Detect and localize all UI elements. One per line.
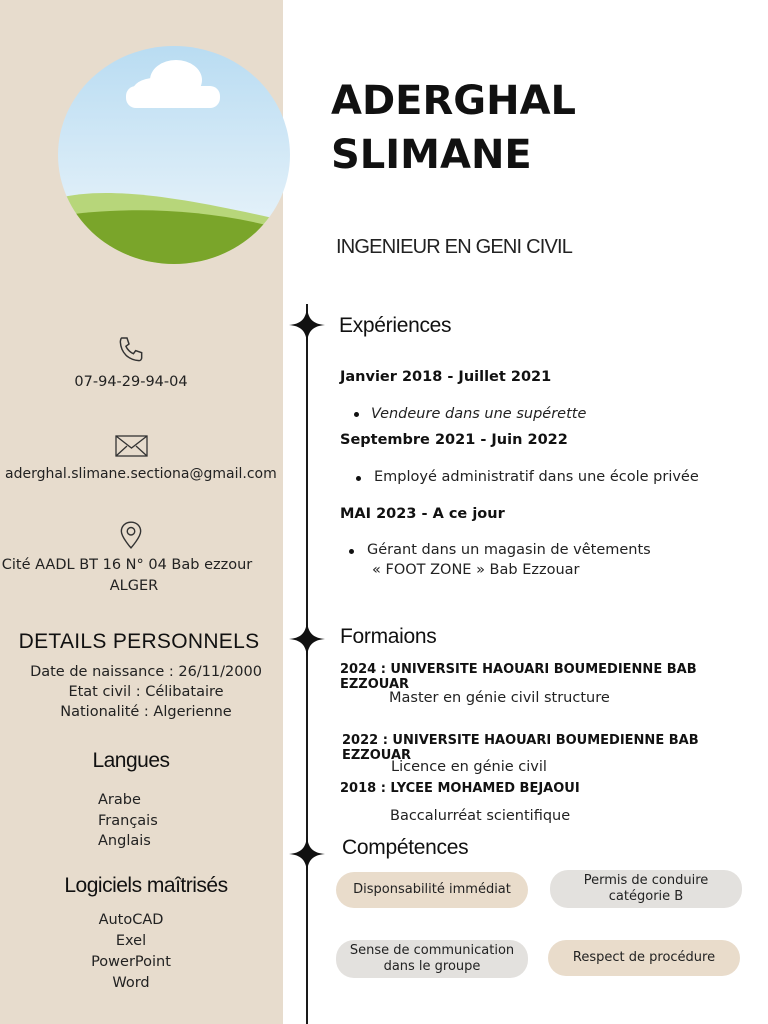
landscape-illustration [58,46,290,264]
experience-detail: Vendeure dans une supérette [371,406,587,422]
skill-label: Disponsabilité immédiat [353,882,511,897]
address-line-2: ALGER [109,578,159,594]
education-detail: Master en génie civil structure [389,690,610,706]
email-address: aderghal.slimane.sectiona@gmail.com [5,466,277,482]
language-item: Arabe [98,792,141,808]
location-pin-icon [118,520,144,550]
address-line-1: Cité AADL BT 16 N° 04 Bab ezzour [1,557,253,573]
skill-pill [336,940,528,978]
software-title: Logiciels maîtrisés [64,874,228,897]
star-marker-icon [289,307,325,343]
experience-period: Janvier 2018 - Juillet 2021 [340,369,552,385]
bullet-icon [349,549,354,554]
skill-label: Respect de procédure [572,950,716,965]
details-civil: Etat civil : Célibataire [68,684,224,700]
education-title: Formaions [340,625,437,648]
education-heading: 2022 : UNIVERSITE HAOUARI BOUMEDIENNE BAB EZZOUAR [342,733,699,763]
experience-period: Septembre 2021 - Juin 2022 [340,432,568,448]
software-item: AutoCAD [98,912,164,928]
experience-detail-2: « FOOT ZONE » Bab Ezzouar [372,562,580,578]
language-item: Anglais [98,833,151,849]
timeline-line [306,304,308,1024]
phone-icon [115,334,147,366]
star-marker-icon [289,836,325,872]
software-item: PowerPoint [91,954,171,970]
experience-detail: Gérant dans un magasin de vêtements [367,542,651,558]
education-heading: 2018 : LYCEE MOHAMED BEJAOUI [340,781,580,796]
software-item: Word [112,975,150,991]
name-line-1: ADERGHAL [331,78,577,124]
details-nationality: Nationalité : Algerienne [60,704,232,720]
email-icon [115,434,148,458]
bullet-icon [356,476,361,481]
skill-pill [548,940,740,976]
name-line-2: SLIMANE [331,132,532,178]
languages-title: Langues [92,749,170,772]
skill-label: Sense de communication dans le groupe [349,943,515,974]
experience-title: Expériences [339,314,452,337]
experience-period: MAI 2023 - A ce jour [340,506,505,522]
bullet-icon [354,412,359,417]
software-item: Exel [115,933,147,949]
star-marker-icon [289,621,325,657]
details-title: DETAILS PERSONNELS [18,630,260,653]
language-item: Français [98,813,158,829]
profile-photo [58,46,290,264]
details-birth: Date de naissance : 26/11/2000 [30,664,262,680]
skill-label: Permis de conduire catégorie B [583,873,709,904]
education-heading: 2024 : UNIVERSITE HAOUARI BOUMEDIENNE BAB EZZOUAR [340,662,697,692]
skill-pill [336,872,528,908]
education-detail: Baccalurréat scientifique [390,808,571,824]
experience-detail: Employé administratif dans une école privée [374,469,699,485]
skill-pill [550,870,742,908]
education-detail: Licence en génie civil [391,759,547,775]
job-title: INGENIEUR EN GENI CIVIL [336,236,573,258]
phone-number: 07-94-29-94-04 [74,374,188,390]
skills-title: Compétences [342,836,469,859]
